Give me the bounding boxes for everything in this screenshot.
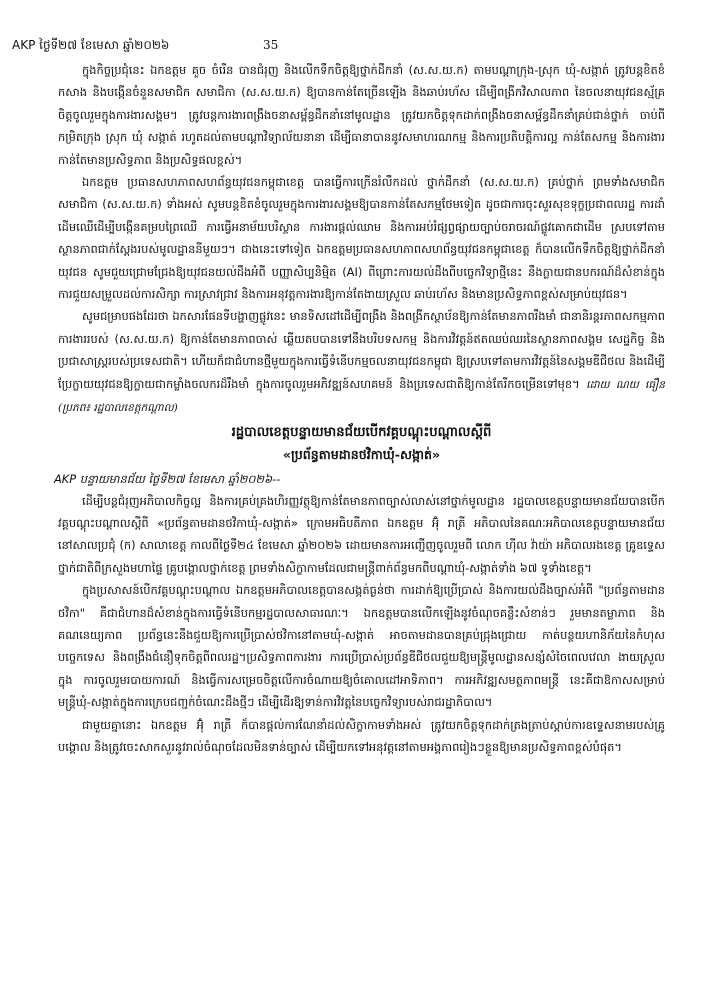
page-header bbox=[12, 34, 665, 56]
article2-paragraph-3: ជាមួយគ្នានោះ ឯកឧត្តម អ៊ុំ រាត្រី ក៏បានផ្តល់ការណែនាំដល់សិក្ខាកាមទាំងអស់ ត្រូវយកចិត្តទុកដាក់ត្រងត្រាប់ស្តាប់ការឧទ្ទេសនាមរបស់គ្រូបង្គោល និងត្រូវចេះសាកសួរនូវរាល់ចំណុចដែលមិនទាន់ច្បាស់ ដើម្បីយកទៅអនុវត្តនៅតាមអង្គភាពរៀងៗខ្លួនឱ្យមានប្រសិទ្ធភាពខ្ពស់បំផុត។ bbox=[58, 717, 665, 754]
article1-paragraph-2: ឯកឧត្តម ប្រធានសហភាពសហព័ន្ធយុវជនកម្ពុជាខេត្ត បានធ្វើការក្រើនរំលឹកដល់ ថ្នាក់ដឹកនាំ (ស.ស.យ.ក) គ្រប់ថ្នាក់ ព្រមទាំងសមាជិក សមាជិកា (ស.ស.យ.ក) ទាំងអស់ សូមបន្តខិតខំចូលរួមក្នុងការងារសង្គមឱ្យបានកាន់តែសកម្មថែមទៀត ដូចជាការចុះសួរសុខទុក្ខប្រជាពលរដ្ឋ ការដាំដើមឈើដើម្បីបង្កើនគម្របព្រៃឈើ ការធ្វើអនាម័យបរិស្ថាន ការងារផ្តល់ឈាម និងការអប់រំផ្សព្វផ្សាយច្បាប់ចរាចរណ៍ផ្លូវគោកជាដើម ស្របទៅតាមស្ថានភាពជាក់ស្តែងរបស់មូលដ្ឋាននីមួយៗ។ ជាងនេះទៅទៀត ឯកឧត្តមប្រធានសហភាពសហព័ន្ធយុវជនកម្ពុជាខេត្ត ក៏បានលើកទឹកចិត្តឱ្យថ្នាក់ដឹកនាំយុវជន សូមជួយជ្រោមជ្រែងឱ្យយុវជនយល់ដឹងអំពី បញ្ញាសិប្បនិម្មិត (AI) ពីព្រោះការយល់ដឹងពីបច្ចេកវិទ្យាថ្មីនេះ នឹងក្លាយជានបករណ៍ដ៏សំខាន់ក្នុងការជួយសម្រួលដល់ការសិក្សា ការស្រាវជ្រាវ និងការអនុវត្តការងារឱ្យកាន់តែងាយស្រួល ឆាប់រហ័ស និងមានប្រសិទ្ធភាពខ្ពស់សម្រាប់យុវជន។ bbox=[58, 175, 665, 302]
page-number: 35 bbox=[263, 38, 279, 52]
article-youth-federation bbox=[58, 59, 665, 420]
article1-paragraph-1: ក្នុងកិច្ចប្រជុំនេះ ឯកឧត្តម គួច ចំរើន បានជំរុញ និងលើកទឹកចិត្តឱ្យថ្នាក់ដឹកនាំ (ស.ស.យ.ក) តាមបណ្តាក្រុង-ស្រុក ឃុំ-សង្កាត់ ត្រូវបន្តខិតខំកសាង និងបង្កើនចំនួនសមាជិក សមាជិកា (ស.ស.យ.ក) ឱ្យបានកាន់តែច្រើនឡើង និងឆាប់រហ័ស ដើម្បីពង្រីកវិសាលភាព នៃចលនាយុវជនស្ម័គ្រចិត្តចូលរួមក្នុងការងារសង្គម។ ត្រូវបន្តការងារពង្រឹងចនាសម្ព័ន្ធដឹកនាំនៅមូលដ្ឋាន ត្រូវយកចិត្តទុកដាក់ពង្រឹងចនាសម្ព័ន្ធដឹកនាំគ្រប់ជាន់ថ្នាក់ ចាប់ពីកម្រិតក្រុង ស្រុក ឃុំ សង្កាត់ រហូតដល់តាមបណ្តាវិទ្យាល័យនានា ដើម្បីធានាបាននូវសមាហរណកម្ម និងការប្រតិបត្តិការល្អ កាន់តែសកម្ម និងការងារកាន់តែមានប្រសិទ្ធភាព និងប្រសិទ្ធផលខ្ពស់។ bbox=[58, 63, 665, 167]
article1-byline: ដោយ ណយ ធឿន (ប្រភព៖ រដ្ឋបាលខេត្តកណ្តាល) bbox=[58, 378, 666, 415]
article2-dateline: AKP បន្ទាយមានជ័យ ថ្ងៃទី២៧ ខែមេសា ឆ្នាំ២០២៦-- bbox=[54, 471, 281, 486]
article1-paragraph-3 bbox=[58, 305, 665, 419]
article2-paragraph-2: ក្នុងប្រសាសន៍បើកវគ្គបណ្តុះបណ្តាល ឯកឧត្តមអភិបាលខេត្តបានសង្កត់ធ្ងន់ថា ការដាក់ឱ្យប្រើប្រាស់ និងការយល់ដឹងច្បាស់អំពី "ប្រព័ន្ធតាមដានថវិកា" គឺជាជំហានដ៏សំខាន់ក្នុងការធ្វើទំនើបកម្មរដ្ឋបាលសាធារណៈ។ ឯកឧត្តមបានលើកឡើងនូវចំណុចគន្លឹះសំខាន់ៗ រួមមានតម្លាភាព និងគណនេយ្យភាព ប្រព័ន្ធនេះនឹងជួយឱ្យការប្រើប្រាស់ថវិកានៅតាមឃុំ-សង្កាត់ អាចតាមដានបានគ្រប់ជ្រុងជ្រោយ កាត់បន្ថយហានិភ័យនៃកំហុសបច្ចេកទេស និងពង្រឹងជំនឿទុកចិត្តពីពលរដ្ឋ។ប្រសិទ្ធភាពការងារ ការប្រើប្រាស់ប្រព័ន្ធឌីជីថលជួយឱ្យមន្រ្តីមូលដ្ឋានសន្សំសំចៃពេលវេលា ងាយស្រួលក្នុង ការចូលរួមរបាយការណ៍ និងធ្វើការសម្រេចចិត្តលើការចំណាយឱ្យចំគោលដៅអាទិភាព។ ការអភិវឌ្ឍសមត្ថភាពមន្ត្រី នេះគឺជាឱកាសសម្រាប់មន្ត្រីឃុំ-សង្កាត់ក្នុងការក្រេបជញ្ជក់ចំណេះដឹងថ្មីៗ ដើម្បីដើរឱ្យទាន់ការវិវត្តនៃបច្ចេកវិទ្យារបស់រាជរដ្ឋាភិបាល។ bbox=[58, 583, 665, 710]
article2-paragraph-1: ដើម្បីបន្តជំរុញអភិបាលកិច្ចល្អ និងការគ្រប់គ្រងហិរញ្ញវត្ថុឱ្យកាន់តែមានភាពច្បាស់លាស់នៅថ្នាក់មូលដ្ឋាន រដ្ឋបាលខេត្តបន្ទាយមានជ័យបានបើកវគ្គបណ្តុះបណ្តាលស្តីពី «ប្រព័ន្ធតាមដានថវិកាឃុំ-សង្កាត់» ក្រោមអធិបតីភាព ឯកឧត្តម អ៊ុំ រាត្រី អភិបាលនៃគណៈអភិបាលខេត្តបន្ទាយមានជ័យ នៅសាលប្រជុំ (ក) សាលាខេត្ត កាលពីថ្ងៃទី២៤ ខែមេសា ឆ្នាំ២០២៦ ដោយមានការអញ្ជើញចូលរួមពី លោក ហ៊ីល វ៉ាយ៉ា អភិបាលរងខេត្ត គ្រូឧទ្ទេសថ្នាក់ជាតិពីក្រសួងមហាផ្ទៃ គ្រូបង្គោលថ្នាក់ខេត្ត ព្រមទាំងសិក្ខាកាមដែលជាមន្រ្តីពាក់ព័ន្ធមកពីបណ្តាឃុំ-សង្កាត់ទាំង ៦៧ ទូទាំងខេត្ត។ bbox=[58, 493, 665, 575]
article1-paragraph-3-text: សូមជម្រាបផងដែរថា ឯកសារផែនទីបង្ហាញផ្លូវនេះ មានទិសដៅដើម្បីពង្រឹង និងពង្រីកស្ថាប័នឱ្យកាន់តែមានភាពរឹងមាំ ជានានិរន្តរភាពសកម្មភាព ការងាររបស់ (ស.ស.យ.ក) ឱ្យកាន់តែមានភាពចាស់ ឆ្លើយតបបានទៅនឹងបរិបទសកម្ម និងការវិវត្តន៍ឥតឈប់ឈរនៃស្ថានភាពសង្គម សេដ្ឋកិច្ច និងប្រជាសាស្រ្តរបស់ប្រទេសជាតិ។ ហើយក៏ជាជំហានថ្មីមួយក្នុងការធ្វើទំនើបកម្មចលនាយុវជនកម្ពុជា ឱ្យស្របទៅតាមការវិវត្តន៍នៃសង្គមឌីជីថល និងដើម្បីប្រែក្លាយយុវជនឱ្យក្លាយជាកម្លាំងចលករដ៏រឹងមាំ ក្នុងការចូលរួមអភិវឌ្ឍន៍សហគមន៍ និងប្រទេសជាតិឱ្យកាន់តែរីកចម្រើនទៅមុខ។ bbox=[58, 309, 665, 391]
article2-subheadline: «ប្រព័ន្ធតាមដានថវិកាឃុំ-សង្កាត់» bbox=[282, 446, 441, 462]
article2-headline: រដ្ឋបាលខេត្តបន្ទាយមានជ័យបើកវគ្គបណ្តុះបណ្តាលស្តីពី bbox=[231, 424, 492, 440]
article-budget-tracking-training bbox=[54, 422, 665, 759]
publication-date-header: AKP ថ្ងៃទី២៧ ខែមេសា ឆ្នាំ២០២៦ bbox=[12, 38, 170, 52]
